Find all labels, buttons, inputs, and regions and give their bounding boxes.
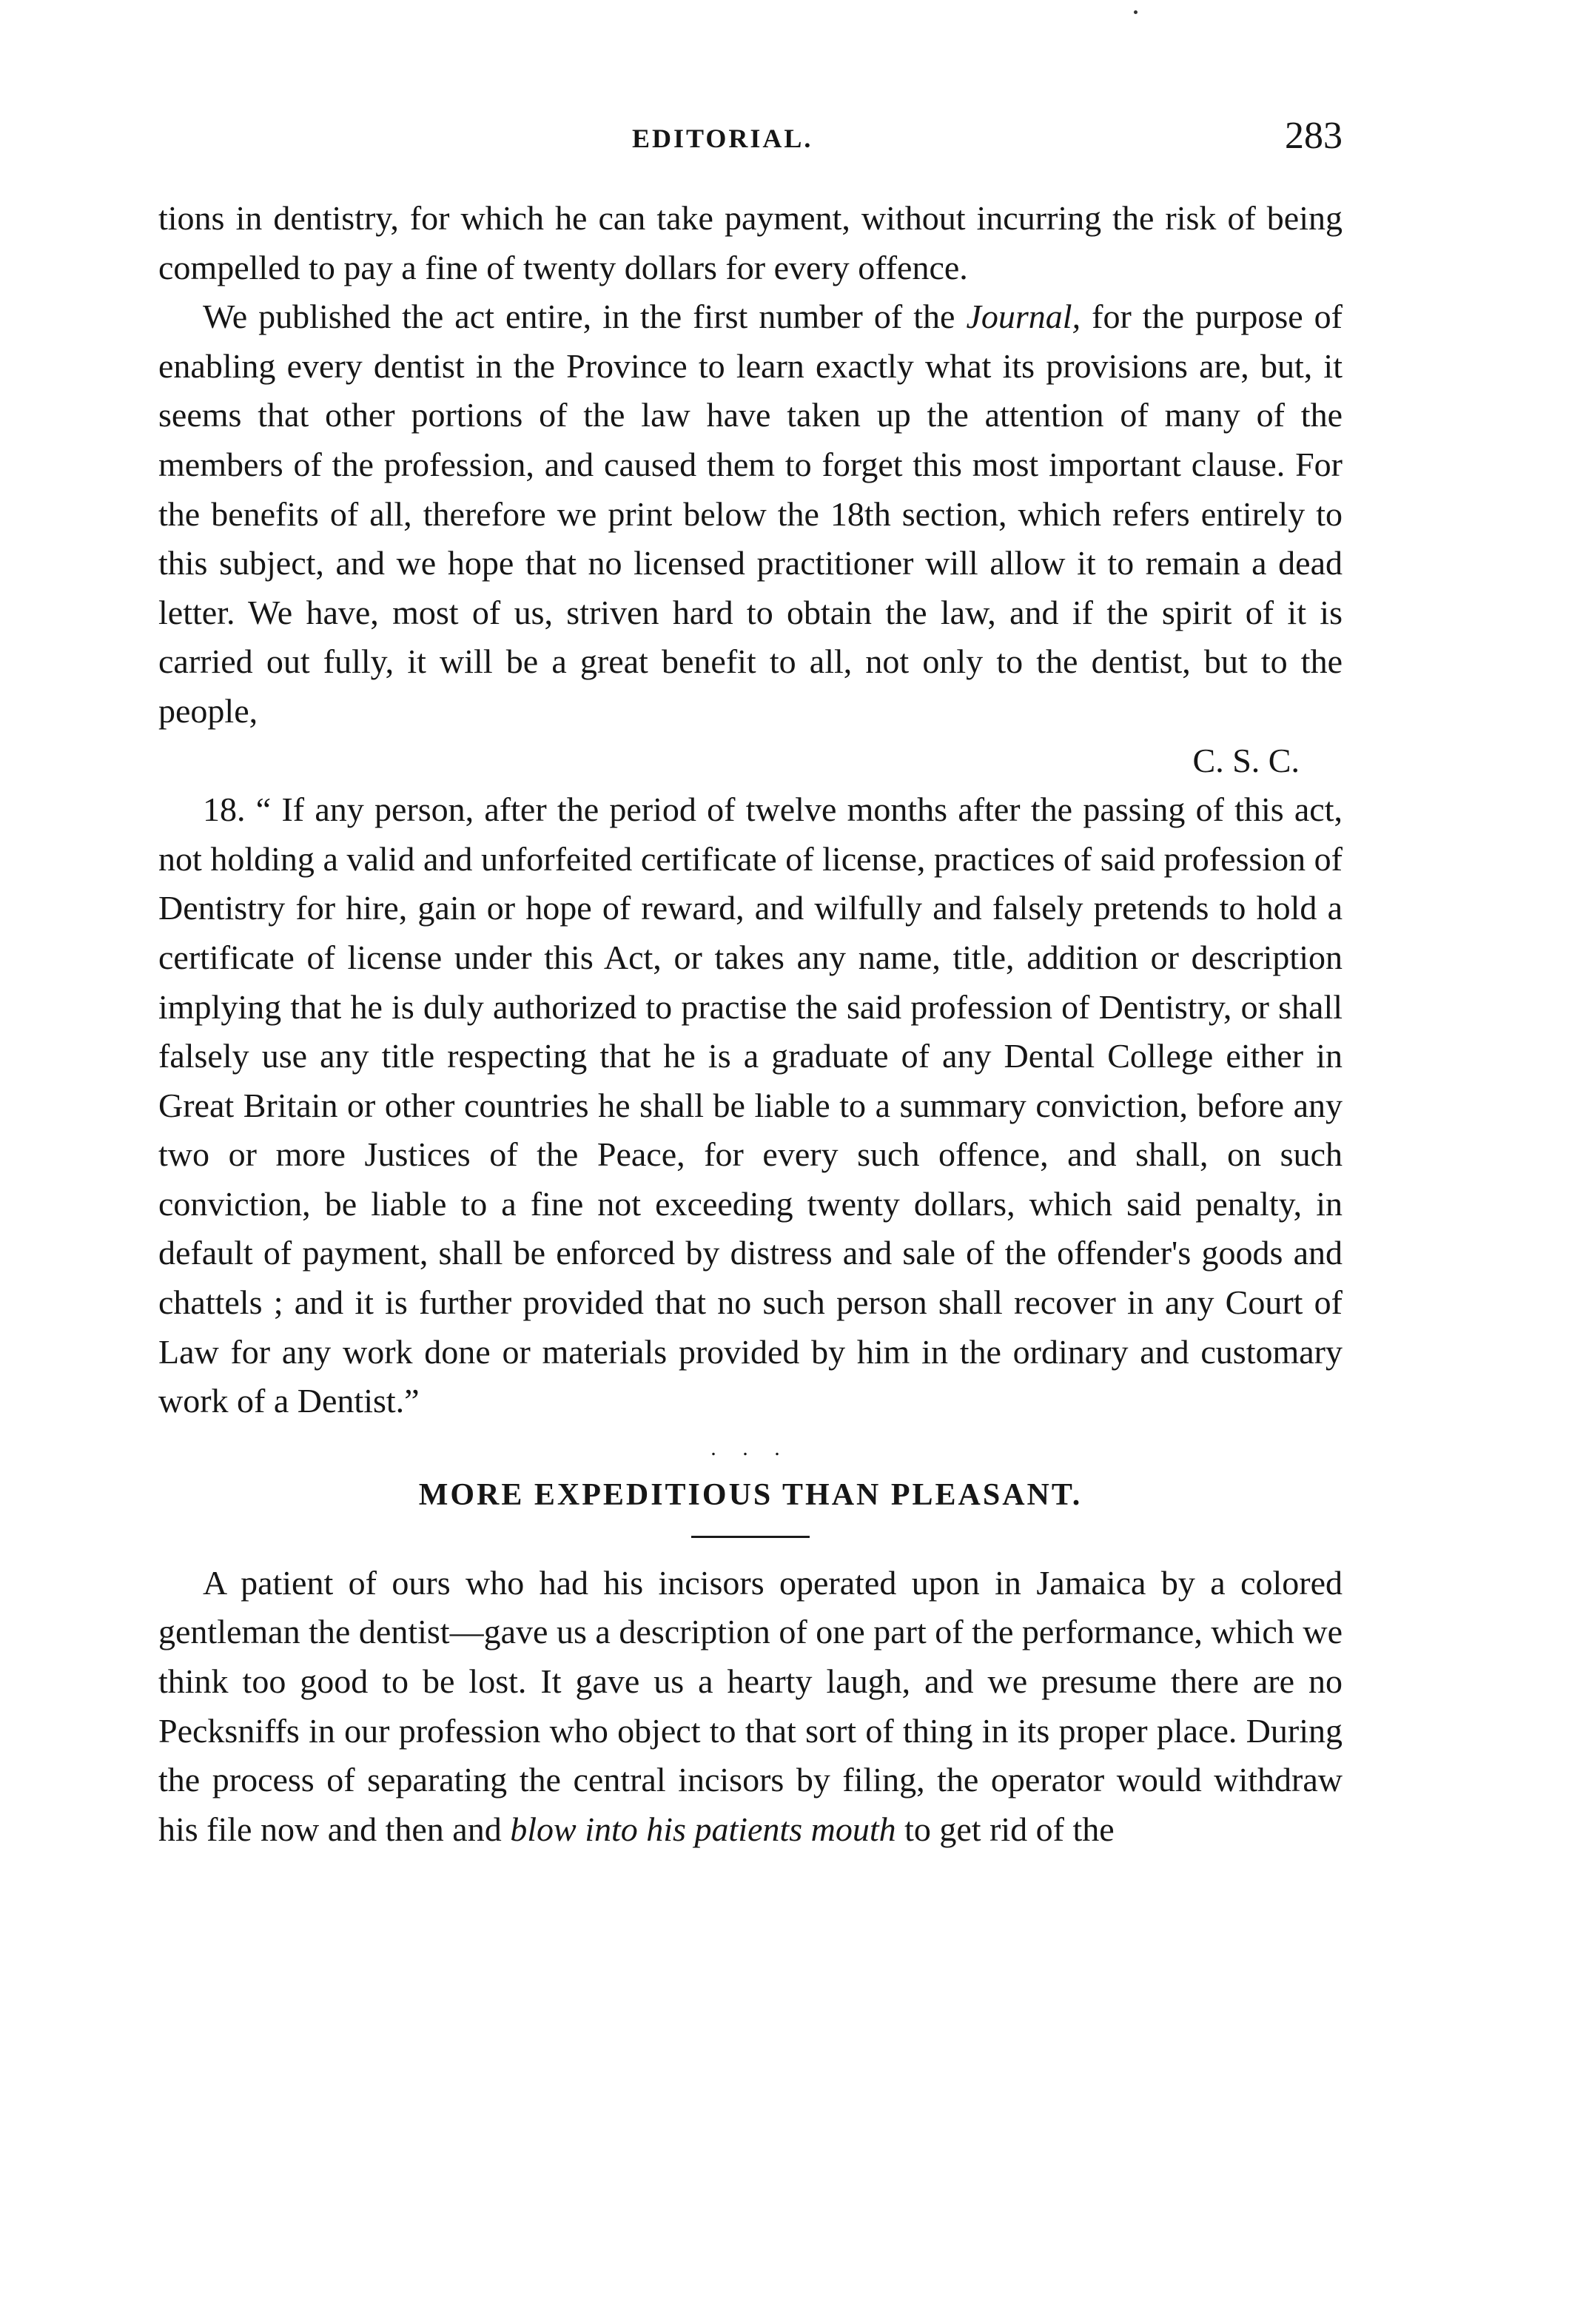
paragraph-text: for the purpose of enabling every dentist in the Province to learn exactly what its provisions are, but, it seems that other portions of the law have taken up the attention of many of the members of the profession, and caused them to forget this most important clause. For the benefits of all, therefore we print below the 18th section, which refers entirely to this subject, and we hope that no licensed practitioner will allow it to remain a dead letter. We have, most of us, striven hard to obtain the law, and if the spirit of it is carried out fully, it will be a great benefit to all, not only to the dentist, but to the people, — [158, 298, 1343, 730]
running-title: EDITORIAL. — [632, 124, 813, 153]
heading-rule — [691, 1536, 810, 1538]
running-head — [158, 115, 1343, 163]
print-speck — [1134, 10, 1138, 14]
section-18-quote: 18. “ If any person, after the period of twelve months after the passing of this act, not holding a valid and unforfeited certificate of license, practices of said profession of Dentistry for hire, gain or hope of reward, and wilfully and falsely pretends to hold a certificate of license under this Act, or takes any name, title, addition or description implying that he is duly authorized to practise the said profession of Dentistry, or shall falsely use any title respecting that he is a graduate of any Dental College either in Great Britain or other countries he shall be liable to a summary conviction, before any two or more Justices of the Peace, for every such offence, and shall, on such conviction, be liable to a fine not exceeding twenty dollars, which said penalty, in default of payment, shall be enforced by distress and sale of the offender's goods and chattels ; and it is further provided that no such person shall recover in any Court of Law for any work done or materials provided by him in the ordinary and customary work of a Dentist.” — [158, 790, 1343, 1420]
emphasized-phrase: blow into his patients mouth — [510, 1810, 896, 1848]
section-break-ornament: . . . — [710, 1435, 790, 1460]
paragraph-jamaica-anecdote — [158, 1559, 1343, 1855]
journal-title: Journal, — [966, 298, 1081, 336]
text-column — [158, 194, 1343, 1854]
author-initials: C. S. C. — [1192, 741, 1300, 779]
page-number: 283 — [1285, 115, 1343, 157]
paragraph-text: A patient of ours who had his incisors operated upon in Jamaica by a colored gentleman the dentist—gave us a description of one part of the performance, which we think too good to be lost. It gave us a hearty laugh, and we presume there are no Pecksniffs in our profession who object to that sort of thing in its proper place. During the process of separating the central incisors by filing, the operator would withdraw his file now and then and — [158, 1563, 1343, 1848]
paragraph-continued: tions in dentistry, for which he can take payment, without incurring the risk of being compelled to pay a fine of twenty dollars for every offence. — [158, 199, 1343, 286]
paragraph-text: We published the act entire, in the first number of the — [203, 298, 967, 336]
paragraph-text: to get rid of the — [896, 1810, 1115, 1848]
section-heading: MORE EXPEDITIOUS THAN PLEASANT. — [418, 1477, 1083, 1512]
paragraph-act-publication — [158, 292, 1343, 736]
